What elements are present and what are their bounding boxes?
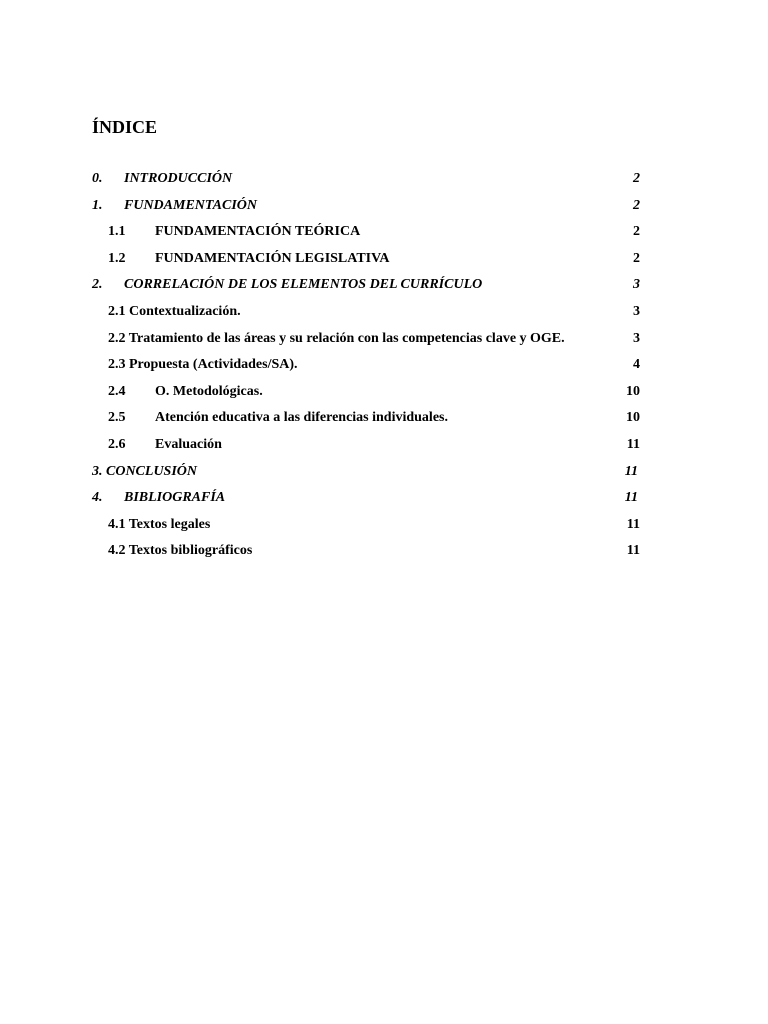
toc-entry-contextualizacion[interactable] (92, 301, 640, 328)
toc-entry-conclusion[interactable] (92, 461, 640, 488)
toc-entry-textos-bibliograficos[interactable] (92, 540, 640, 567)
table-of-contents (92, 168, 640, 567)
toc-entry-label: 2.1 Contextualización. (108, 303, 241, 319)
toc-entry-label: 3. CONCLUSIÓN (92, 463, 198, 479)
toc-entry-page: 11 (624, 463, 638, 479)
toc-entry-page: 2 (633, 197, 640, 213)
toc-entry-label: FUNDAMENTACIÓN LEGISLATIVA (155, 250, 390, 266)
toc-entry-atencion-educativa[interactable] (92, 407, 640, 434)
toc-entry-number: 2.5 (108, 410, 126, 426)
toc-entry-number: 1.1 (108, 224, 126, 240)
toc-entry-number: 4. (92, 490, 103, 506)
toc-entry-label: 2.3 Propuesta (Actividades/SA). (108, 357, 298, 373)
toc-entry-label: INTRODUCCIÓN (124, 171, 233, 186)
toc-entry-evaluacion[interactable] (92, 434, 640, 461)
toc-entry-label: 4.2 Textos bibliográficos (108, 543, 253, 559)
toc-entry-tratamiento-areas[interactable] (92, 328, 640, 355)
page-title: ÍNDICE (92, 117, 158, 137)
toc-entry-page: 11 (626, 436, 640, 452)
toc-entry-number: 2.4 (108, 383, 126, 399)
toc-entry-number: 1.2 (108, 250, 126, 266)
toc-entry-number: 2. (92, 277, 103, 293)
toc-entry-label: FUNDAMENTACIÓN TEÓRICA (155, 224, 361, 240)
toc-entry-fundamentacion-teorica[interactable] (92, 221, 640, 248)
toc-entry-bibliografia[interactable] (92, 487, 640, 514)
toc-entry-number: 1. (92, 197, 103, 213)
toc-entry-page: 10 (626, 383, 640, 399)
toc-entry-page: 3 (633, 277, 640, 293)
toc-entry-fundamentacion[interactable] (92, 195, 640, 222)
toc-entry-page: 2 (633, 171, 640, 186)
toc-entry-label: 2.2 Tratamiento de las áreas y su relación con las competencias clave y OGE. (108, 330, 565, 346)
toc-entry-page: 2 (633, 224, 640, 240)
toc-entry-label: O. Metodológicas. (155, 383, 263, 399)
toc-entry-page: 10 (626, 410, 640, 426)
toc-entry-page: 4 (633, 357, 640, 373)
toc-entry-textos-legales[interactable] (92, 514, 640, 541)
toc-entry-label: FUNDAMENTACIÓN (124, 197, 258, 213)
toc-entry-label: Evaluación (155, 436, 222, 452)
toc-entry-page: 3 (633, 330, 640, 346)
toc-entry-page: 3 (633, 303, 640, 319)
toc-entry-correlacion[interactable] (92, 274, 640, 301)
toc-entry-label: BIBLIOGRAFÍA (124, 490, 226, 506)
toc-entry-fundamentacion-legislativa[interactable] (92, 248, 640, 275)
toc-entry-number: 0. (92, 171, 103, 186)
toc-entry-propuesta[interactable] (92, 354, 640, 381)
toc-entry-label: 4.1 Textos legales (108, 516, 211, 532)
toc-entry-number: 2.6 (108, 436, 126, 452)
toc-entry-label: CORRELACIÓN DE LOS ELEMENTOS DEL CURRÍCULO (124, 277, 483, 293)
toc-entry-page: 11 (624, 490, 638, 506)
toc-entry-introduccion[interactable] (92, 168, 640, 195)
toc-entry-page: 2 (633, 250, 640, 266)
toc-entry-page: 11 (626, 543, 640, 559)
toc-entry-label: Atención educativa a las diferencias individuales. (155, 410, 448, 426)
toc-entry-metodologicas[interactable] (92, 381, 640, 408)
toc-entry-page: 11 (626, 516, 640, 532)
